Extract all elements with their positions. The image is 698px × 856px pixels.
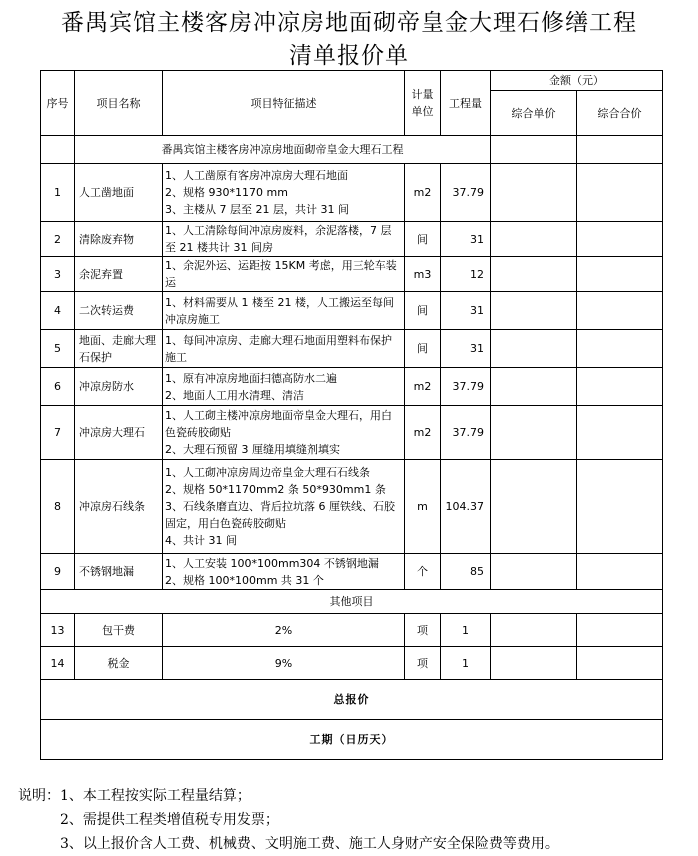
row-qty: 85 <box>441 554 491 590</box>
notes <box>18 784 559 856</box>
header-total-price: 综合合价 <box>577 91 663 136</box>
row-seq: 2 <box>41 222 75 257</box>
desc-line: 4、共计 31 间 <box>165 534 237 547</box>
row-desc <box>163 222 405 257</box>
row-name: 二次转运费 <box>75 292 163 330</box>
desc-line: 2、大理石预留 3 厘缝用填缝剂填实 <box>165 443 340 456</box>
other-total-price <box>577 614 663 647</box>
row-name: 人工凿地面 <box>75 164 163 222</box>
other-unit: 项 <box>405 647 441 680</box>
table-row <box>41 164 663 222</box>
table-row <box>41 330 663 368</box>
note-line: 2、需提供工程类增值税专用发票； <box>60 812 279 828</box>
row-name: 清除废弃物 <box>75 222 163 257</box>
row-unit-price <box>491 554 577 590</box>
row-name: 余泥弃置 <box>75 257 163 292</box>
section-seq-cell <box>41 136 75 164</box>
other-qty: 1 <box>441 647 491 680</box>
document-title: 番禺宾馆主楼客房冲凉房地面砌帝皇金大理石修缮工程 <box>61 10 637 36</box>
row-total-price <box>577 406 663 460</box>
row-unit-price <box>491 406 577 460</box>
other-seq: 13 <box>41 614 75 647</box>
row-qty: 31 <box>441 222 491 257</box>
table-row <box>41 460 663 554</box>
other-unit: 项 <box>405 614 441 647</box>
table-row <box>41 554 663 590</box>
row-qty: 37.79 <box>441 368 491 406</box>
row-total-price <box>577 292 663 330</box>
desc-line: 2、规格 50*1170mm2 条 50*930mm1 条 <box>165 483 386 496</box>
row-unit: m2 <box>405 406 441 460</box>
row-qty: 104.37 <box>441 460 491 554</box>
table-row <box>41 406 663 460</box>
desc-line: 1、人工砌冲凉房周边帝皇金大理石石线条 <box>165 466 370 479</box>
row-desc <box>163 164 405 222</box>
desc-line: 2、规格 100*100mm 共 31 个 <box>165 573 324 587</box>
row-unit: 间 <box>405 330 441 368</box>
row-name: 不锈钢地漏 <box>75 554 163 590</box>
row-unit: m2 <box>405 164 441 222</box>
row-desc <box>163 292 405 330</box>
header-name: 项目名称 <box>75 71 163 136</box>
row-total-price <box>577 330 663 368</box>
note-line: 说明：1、本工程按实际工程量结算； <box>18 788 251 804</box>
table-row <box>41 368 663 406</box>
header-unit-price: 综合单价 <box>491 91 577 136</box>
row-unit-price <box>491 368 577 406</box>
other-name: 包干费 <box>75 614 163 647</box>
desc-line: 1、材料需要从 1 楼至 21 楼，人工搬运至每间冲凉房施工 <box>165 295 394 326</box>
other-row <box>41 614 663 647</box>
row-name: 冲凉房防水 <box>75 368 163 406</box>
header-seq: 序号 <box>41 71 75 136</box>
desc-line: 1、人工砌主楼冲凉房地面帝皇金大理石，用白色瓷砖胶砌贴 <box>165 409 392 439</box>
row-qty: 37.79 <box>441 164 491 222</box>
other-name: 税金 <box>75 647 163 680</box>
row-desc <box>163 368 405 406</box>
row-desc <box>163 460 405 554</box>
row-total-price <box>577 222 663 257</box>
desc-line: 2、地面人工用水清理、清洁 <box>165 388 304 402</box>
other-row <box>41 647 663 680</box>
row-total-price <box>577 554 663 590</box>
desc-line: 1、原有冲凉房地面扫德高防水二遍 <box>165 371 337 385</box>
row-total-price <box>577 460 663 554</box>
row-unit: 间 <box>405 292 441 330</box>
row-unit-price <box>491 330 577 368</box>
document-subtitle: 清单报价单 <box>289 43 409 69</box>
row-unit-price <box>491 292 577 330</box>
other-qty: 1 <box>441 614 491 647</box>
desc-line: 2、规格 930*1170 mm <box>165 186 288 199</box>
row-total-price <box>577 164 663 222</box>
table-row <box>41 222 663 257</box>
row-total-price <box>577 257 663 292</box>
section-empty-cell <box>577 136 663 164</box>
row-seq: 3 <box>41 257 75 292</box>
desc-line: 1、余泥外运、运距按 15KM 考虑，用三轮车装运 <box>165 259 397 289</box>
desc-line: 3、石线条磨直边、背后拉坑落 6 厘铁线、石胶固定，用白色瓷砖胶砌贴 <box>165 500 395 530</box>
construction-period-label: 工期（日历天） <box>41 720 663 760</box>
table-row <box>41 292 663 330</box>
desc-line: 1、人工清除每间冲凉房废料，余泥落楼，7 层至 21 楼共计 31 间房 <box>165 224 392 254</box>
row-name: 冲凉房大理石 <box>75 406 163 460</box>
row-unit: m <box>405 460 441 554</box>
row-desc <box>163 330 405 368</box>
row-seq: 4 <box>41 292 75 330</box>
header-desc: 项目特征描述 <box>163 71 405 136</box>
row-seq: 8 <box>41 460 75 554</box>
row-desc <box>163 554 405 590</box>
row-unit-price <box>491 164 577 222</box>
row-desc <box>163 257 405 292</box>
row-unit-price <box>491 257 577 292</box>
row-qty: 37.79 <box>441 406 491 460</box>
total-price-label: 总报价 <box>41 680 663 720</box>
other-unit-price <box>491 614 577 647</box>
note-line: 3、以上报价含人工费、机械费、文明施工费、施工人身财产安全保险费等费用。 <box>60 836 559 852</box>
desc-line: 3、主楼从 7 层至 21 层，共计 31 间 <box>165 203 349 216</box>
row-seq: 6 <box>41 368 75 406</box>
quote-table <box>40 70 663 760</box>
row-seq: 5 <box>41 330 75 368</box>
desc-line: 1、人工凿原有客房冲凉房大理石地面 <box>165 169 348 182</box>
row-name: 冲凉房石线条 <box>75 460 163 554</box>
other-desc: 9% <box>163 647 405 680</box>
row-unit: 间 <box>405 222 441 257</box>
other-items-title: 其他项目 <box>41 590 663 614</box>
desc-line: 1、人工安装 100*100mm304 不锈钢地漏 <box>165 556 379 570</box>
row-seq: 1 <box>41 164 75 222</box>
header-unit: 计量单位 <box>405 71 441 136</box>
row-total-price <box>577 368 663 406</box>
row-name: 地面、走廊大理石保护 <box>75 330 163 368</box>
other-desc: 2% <box>163 614 405 647</box>
header-amount: 金额（元） <box>491 71 663 91</box>
row-qty: 31 <box>441 330 491 368</box>
other-unit-price <box>491 647 577 680</box>
row-unit-price <box>491 460 577 554</box>
row-unit: m3 <box>405 257 441 292</box>
other-seq: 14 <box>41 647 75 680</box>
other-total-price <box>577 647 663 680</box>
row-unit: 个 <box>405 554 441 590</box>
row-desc <box>163 406 405 460</box>
row-unit: m2 <box>405 368 441 406</box>
table-row <box>41 257 663 292</box>
row-seq: 9 <box>41 554 75 590</box>
section-empty-cell <box>491 136 577 164</box>
row-seq: 7 <box>41 406 75 460</box>
desc-line: 1、每间冲凉房、走廊大理石地面用塑料布保护施工 <box>165 333 392 364</box>
row-qty: 12 <box>441 257 491 292</box>
row-unit-price <box>491 222 577 257</box>
header-qty: 工程量 <box>441 71 491 136</box>
row-qty: 31 <box>441 292 491 330</box>
section-title: 番禺宾馆主楼客房冲凉房地面砌帝皇金大理石工程 <box>75 136 491 164</box>
